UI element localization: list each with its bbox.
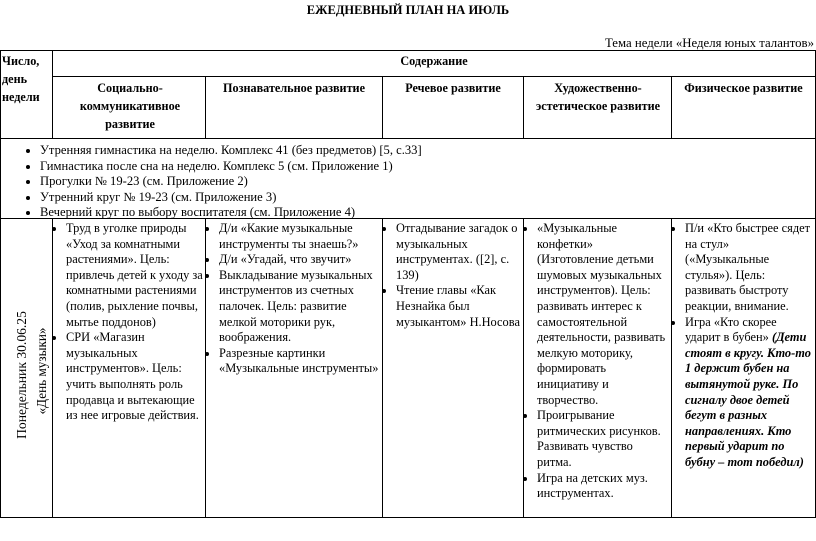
table-border-bottom	[0, 517, 816, 518]
col-line-4	[671, 218, 672, 518]
col-line-2	[382, 218, 383, 518]
col-header-cognitive: Познавательное развитие	[223, 81, 365, 95]
activity-item: • Игра на детских муз. инструментах.	[537, 471, 670, 502]
game-title: Игра «Кто скорее ударит в бубен»	[685, 314, 777, 345]
activity-item: • Разрезные картинки «Музыкальные инструменты»	[219, 346, 381, 377]
header-divider	[52, 76, 816, 77]
activity-item: • Д/и «Угадай, что звучит»	[219, 252, 381, 268]
table-border-top	[0, 50, 816, 51]
col-header-physical: Физическое развитие	[684, 81, 803, 95]
activity-item: • Д/и «Какие музыкальные инструменты ты знаешь?»	[219, 221, 381, 252]
activity-item: • «Музыкальные конфетки» (Изготовление детьми шумовых музыкальных инструментов). Цель: развивать интерес к самостоятельной деятельности, развивать мелкую моторику, формировать инициативу и творчество.	[537, 221, 670, 408]
col-header-social: Социально-коммуникативное развитие	[79, 81, 181, 131]
col-line-date	[52, 218, 53, 518]
general-item: • Вечерний круг по выбору воспитателя (см. Приложение 4)	[40, 205, 422, 221]
activity-item: • Выкладывание музыкальных инструментов из счетных палочек. Цель: развитие мелкой моторики рук, воображения.	[219, 268, 381, 346]
activity-item: • П/и «Кто быстрее сядет на стул» («Музыкальные стулья»). Цель: развивать быстроту реакции, внимание.	[685, 221, 814, 315]
header-bottom-line	[0, 138, 816, 139]
document-title: ЕЖЕДНЕВНЫЙ ПЛАН НА ИЮЛЬ	[306, 3, 510, 17]
cell-art	[526, 221, 670, 502]
col-header-art: Художественно-эстетическое развитие	[535, 81, 661, 113]
day-date: Понедельник 30.06.25	[14, 311, 29, 439]
col-header-speech: Речевое развитие	[405, 81, 501, 95]
activity-item: • СРИ «Магазин музыкальных инструментов». Цель: учить выполнять роль продавца и вытекающие из нее игровые действия.	[66, 330, 203, 424]
cell-physical	[674, 221, 814, 471]
activity-item: • Труд в уголке природы «Уход за комнатными растениями». Цель: привлечь детей к уходу за комнатными растениями (полив, рыхление почвы, мытье поддонов)	[66, 221, 203, 330]
general-item: • Гимнастика после сна на неделю. Комплекс 5 (см. Приложение 1)	[40, 159, 422, 175]
content-header: Содержание	[400, 54, 468, 68]
activity-item: • Отгадывание загадок о музыкальных инструментах. ([2], с. 139)	[396, 221, 522, 283]
general-item: • Утренний круг № 19-23 (см. Приложение 3)	[40, 190, 422, 206]
activity-item: • Чтение главы «Как Незнайка был музыкантом» Н.Носова	[396, 283, 522, 330]
game-rules: (Дети стоят в кругу. Кто-то 1 держит бубен на вытянутой руке. По сигналу двое детей бегут в разных направлениях. Кто первый ударит по бубну – тот победил)	[685, 330, 811, 469]
week-theme: Тема недели «Неделя юных талантов»	[604, 36, 814, 50]
cell-speech	[385, 221, 522, 330]
cell-social	[55, 221, 203, 424]
col-line-3-header	[523, 76, 524, 139]
general-item: • Прогулки № 19-23 (см. Приложение 2)	[40, 174, 422, 190]
cell-cognitive	[208, 221, 381, 377]
day-name: «День музыки»	[34, 327, 49, 415]
general-item: • Утренняя гимнастика на неделю. Комплекс 41 (без предметов) [5, с.33]	[40, 143, 422, 159]
activity-item: • Проигрывание ритмических рисунков. Развивать чувство ритма.	[537, 408, 670, 470]
date-column-header: Число, день недели	[2, 54, 40, 104]
activity-item	[685, 315, 814, 471]
general-items-list	[10, 143, 422, 221]
table-border-left	[0, 50, 1, 518]
